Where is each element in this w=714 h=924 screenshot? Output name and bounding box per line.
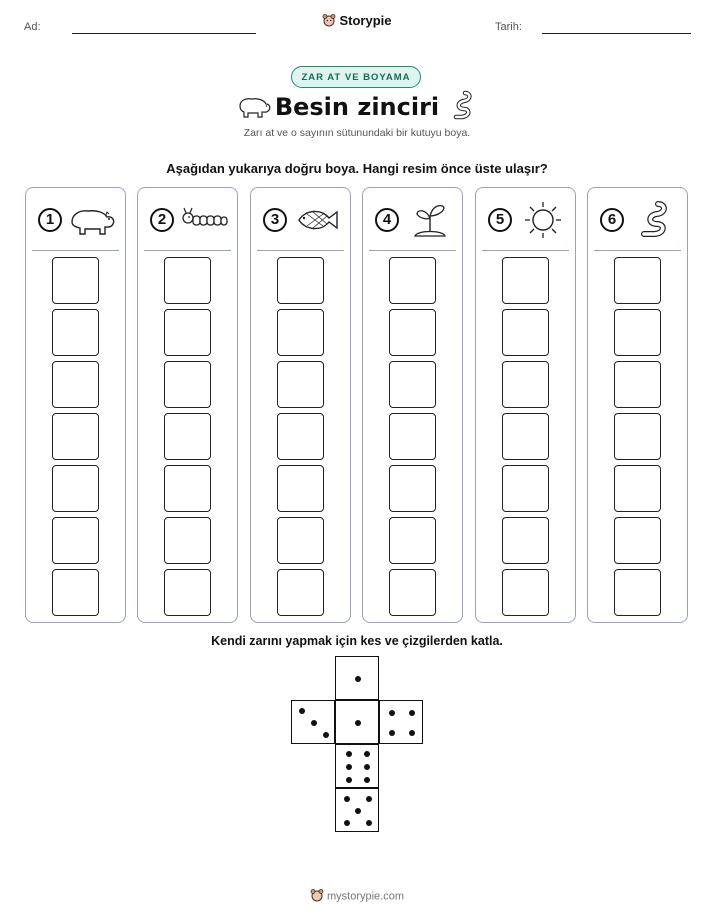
color-box[interactable] <box>277 257 324 304</box>
footer-url: mystorypie.com <box>326 890 405 903</box>
color-box[interactable] <box>389 257 436 304</box>
column-divider <box>482 250 569 251</box>
die-pip <box>366 820 372 826</box>
die-face-4 <box>379 700 423 744</box>
column-5 <box>475 187 576 623</box>
worm-icon <box>451 90 475 125</box>
die-pip <box>323 732 329 738</box>
date-label: Tarih: <box>495 21 522 33</box>
subtitle: Zarı at ve o sayının sütunundaki bir kutuyu boya. <box>243 127 471 139</box>
dice-instruction: Kendi zarını yapmak için kes ve çizgilerden katla. <box>211 634 503 648</box>
color-box[interactable] <box>277 517 324 564</box>
column-number: 6 <box>600 208 624 232</box>
column-divider <box>369 250 456 251</box>
color-box[interactable] <box>502 517 549 564</box>
die-pip <box>311 720 317 726</box>
color-box[interactable] <box>502 569 549 616</box>
color-box[interactable] <box>164 465 211 512</box>
die-pip <box>389 710 395 716</box>
color-box[interactable] <box>389 465 436 512</box>
name-label: Ad: <box>24 21 41 33</box>
color-box[interactable] <box>164 517 211 564</box>
color-box[interactable] <box>502 309 549 356</box>
worm-icon <box>630 200 680 240</box>
color-box[interactable] <box>502 413 549 460</box>
brand-name: Storypie <box>339 13 392 28</box>
color-box[interactable] <box>277 309 324 356</box>
color-box[interactable] <box>164 361 211 408</box>
die-pip <box>355 720 361 726</box>
color-box[interactable] <box>389 309 436 356</box>
die-face-5 <box>335 788 379 832</box>
color-box[interactable] <box>389 361 436 408</box>
die-face-1 <box>335 656 379 700</box>
color-box[interactable] <box>614 465 661 512</box>
column-4 <box>362 187 463 623</box>
die-pip <box>299 708 305 714</box>
die-pip <box>366 796 372 802</box>
color-box[interactable] <box>614 517 661 564</box>
column-divider <box>257 250 344 251</box>
activity-badge: ZAR AT VE BOYAMA <box>291 66 421 88</box>
name-line <box>72 33 256 34</box>
color-box[interactable] <box>164 569 211 616</box>
brand <box>0 13 714 30</box>
column-3 <box>250 187 351 623</box>
color-box[interactable] <box>52 361 99 408</box>
column-number: 5 <box>488 208 512 232</box>
sprout-icon <box>405 200 455 240</box>
die-face-3 <box>291 700 335 744</box>
column-number: 3 <box>263 208 287 232</box>
color-box[interactable] <box>277 361 324 408</box>
fish-icon <box>293 200 343 240</box>
color-box[interactable] <box>614 569 661 616</box>
die-pip <box>355 676 361 682</box>
column-2 <box>137 187 238 623</box>
color-box[interactable] <box>52 569 99 616</box>
column-number: 4 <box>375 208 399 232</box>
color-box[interactable] <box>52 309 99 356</box>
color-box[interactable] <box>52 413 99 460</box>
die-pip <box>346 777 352 783</box>
column-divider <box>32 250 119 251</box>
sun-icon <box>518 200 568 240</box>
color-box[interactable] <box>502 361 549 408</box>
color-box[interactable] <box>277 569 324 616</box>
column-1 <box>25 187 126 623</box>
page-title: Besin zinciri <box>274 93 440 121</box>
color-box[interactable] <box>502 257 549 304</box>
column-6 <box>587 187 688 623</box>
color-box[interactable] <box>52 465 99 512</box>
date-line <box>542 33 691 34</box>
color-box[interactable] <box>52 517 99 564</box>
column-number: 1 <box>38 208 62 232</box>
footer <box>0 888 714 905</box>
color-box[interactable] <box>502 465 549 512</box>
color-box[interactable] <box>389 569 436 616</box>
die-pip <box>364 777 370 783</box>
die-pip <box>355 808 361 814</box>
color-box[interactable] <box>389 413 436 460</box>
polar-bear-icon <box>68 200 118 240</box>
die-pip <box>344 820 350 826</box>
die-pip <box>346 751 352 757</box>
column-number: 2 <box>150 208 174 232</box>
color-box[interactable] <box>164 257 211 304</box>
color-box[interactable] <box>277 413 324 460</box>
column-divider <box>594 250 681 251</box>
color-box[interactable] <box>614 361 661 408</box>
die-pip <box>409 730 415 736</box>
color-box[interactable] <box>277 465 324 512</box>
color-box[interactable] <box>614 309 661 356</box>
die-pip <box>364 764 370 770</box>
die-pip <box>389 730 395 736</box>
color-box[interactable] <box>164 309 211 356</box>
die-pip <box>409 710 415 716</box>
color-box[interactable] <box>614 257 661 304</box>
die-pip <box>344 796 350 802</box>
die-face-6 <box>335 744 379 788</box>
color-box[interactable] <box>164 413 211 460</box>
die-pip <box>346 764 352 770</box>
storypie-logo-icon <box>310 888 324 905</box>
die-pip <box>364 751 370 757</box>
caterpillar-icon <box>180 200 230 240</box>
instruction: Aşağıdan yukarıya doğru boya. Hangi resim önce üste ulaşır? <box>166 161 548 176</box>
die-face-1 <box>335 700 379 744</box>
color-box[interactable] <box>389 517 436 564</box>
color-box[interactable] <box>52 257 99 304</box>
storypie-logo-icon <box>322 13 336 30</box>
color-box[interactable] <box>614 413 661 460</box>
column-divider <box>144 250 231 251</box>
